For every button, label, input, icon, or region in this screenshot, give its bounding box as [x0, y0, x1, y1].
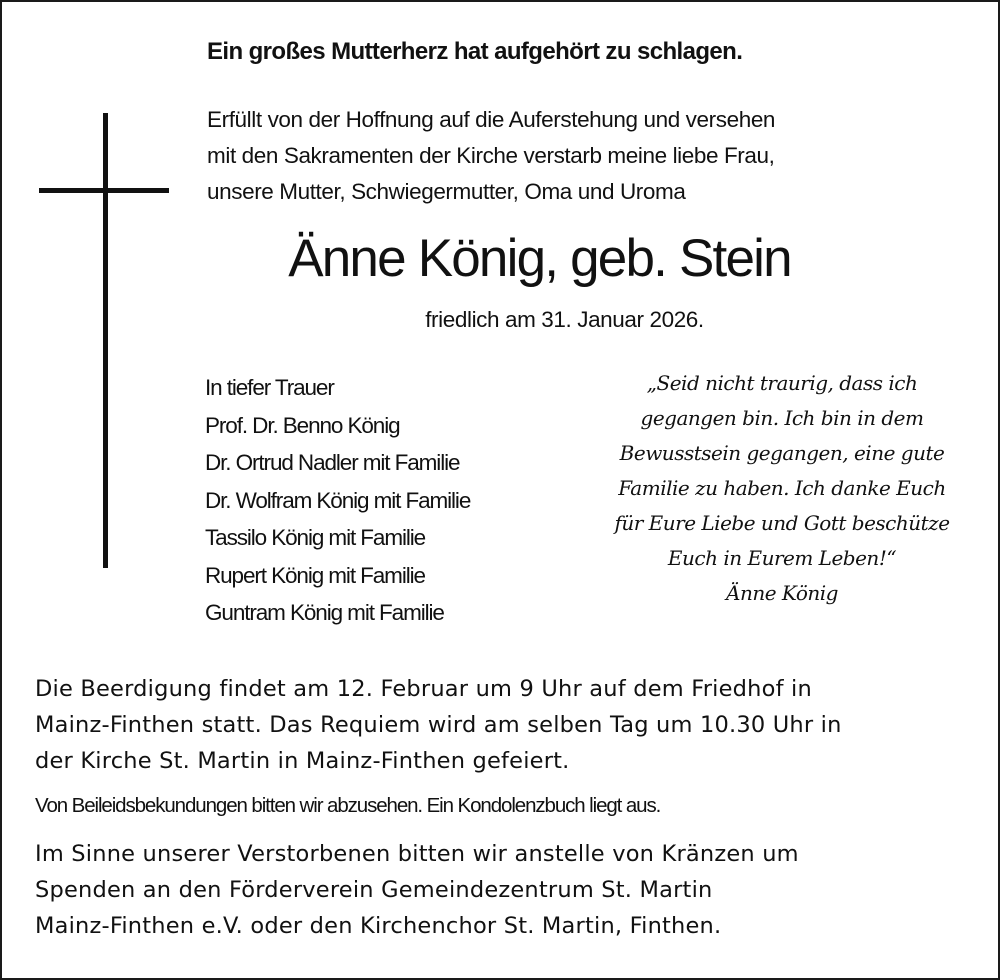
death-date: friedlich am 31. Januar 2026. [425, 307, 704, 332]
intro-line: Erfüllt von der Hoffnung auf die Auferstehung und versehen [207, 107, 776, 132]
mourner-name: Dr. Wolfram König mit Familie [205, 487, 471, 513]
intro-line: unsere Mutter, Schwiegermutter, Oma und Uroma [207, 179, 686, 204]
donation-request [35, 836, 799, 944]
donation-line: Mainz-Finthen e.V. oder den Kirchenchor St. Martin, Finthen. [35, 913, 722, 939]
mourners-list [205, 369, 470, 632]
quote-attribution: Änne König [726, 581, 838, 605]
quote-line: für Eure Liebe und Gott beschütze [614, 511, 950, 535]
intro-text [207, 102, 775, 210]
mourner-name: Rupert König mit Familie [205, 562, 425, 588]
funeral-line: Mainz-Finthen statt. Das Requiem wird am selben Tag um 10.30 Uhr in [35, 712, 842, 738]
donation-line: Im Sinne unserer Verstorbenen bitten wir anstelle von Kränzen um [35, 841, 799, 867]
mourner-name: Guntram König mit Familie [205, 600, 444, 625]
mourners-heading: In tiefer Trauer [205, 375, 334, 400]
funeral-line: der Kirche St. Martin in Mainz-Finthen gefeiert. [35, 748, 570, 774]
mourner-name: Dr. Ortrud Nadler mit Familie [205, 450, 460, 475]
quote-line: Familie zu haben. Ich danke Euch [618, 476, 946, 500]
intro-line: mit den Sakramenten der Kirche verstarb meine liebe Frau, [207, 143, 775, 168]
quote-line: Bewusstsein gegangen, eine gute [619, 441, 945, 465]
farewell-quote [592, 366, 972, 611]
deceased-name: Änne König, geb. Stein [288, 229, 791, 288]
cross-horizontal-bar [39, 188, 169, 193]
funeral-line: Die Beerdigung findet am 12. Februar um 9 Uhr auf dem Friedhof in [35, 676, 812, 702]
mourner-name: Tassilo König mit Familie [205, 525, 426, 550]
quote-line: „Seid nicht traurig, dass ich [646, 371, 918, 395]
donation-line: Spenden an den Förderverein Gemeindezentrum St. Martin [35, 877, 713, 903]
funeral-info [35, 671, 842, 779]
quote-line: gegangen bin. Ich bin in dem [640, 406, 924, 430]
mourner-name: Prof. Dr. Benno König [205, 412, 400, 438]
quote-line: Euch in Eurem Leben!“ [667, 546, 897, 570]
cross-vertical-bar [103, 113, 108, 568]
condolence-note: Von Beileidsbekundungen bitten wir abzusehen. Ein Kondolenzbuch liegt aus. [35, 794, 661, 817]
headline: Ein großes Mutterherz hat aufgehört zu schlagen. [207, 38, 743, 65]
